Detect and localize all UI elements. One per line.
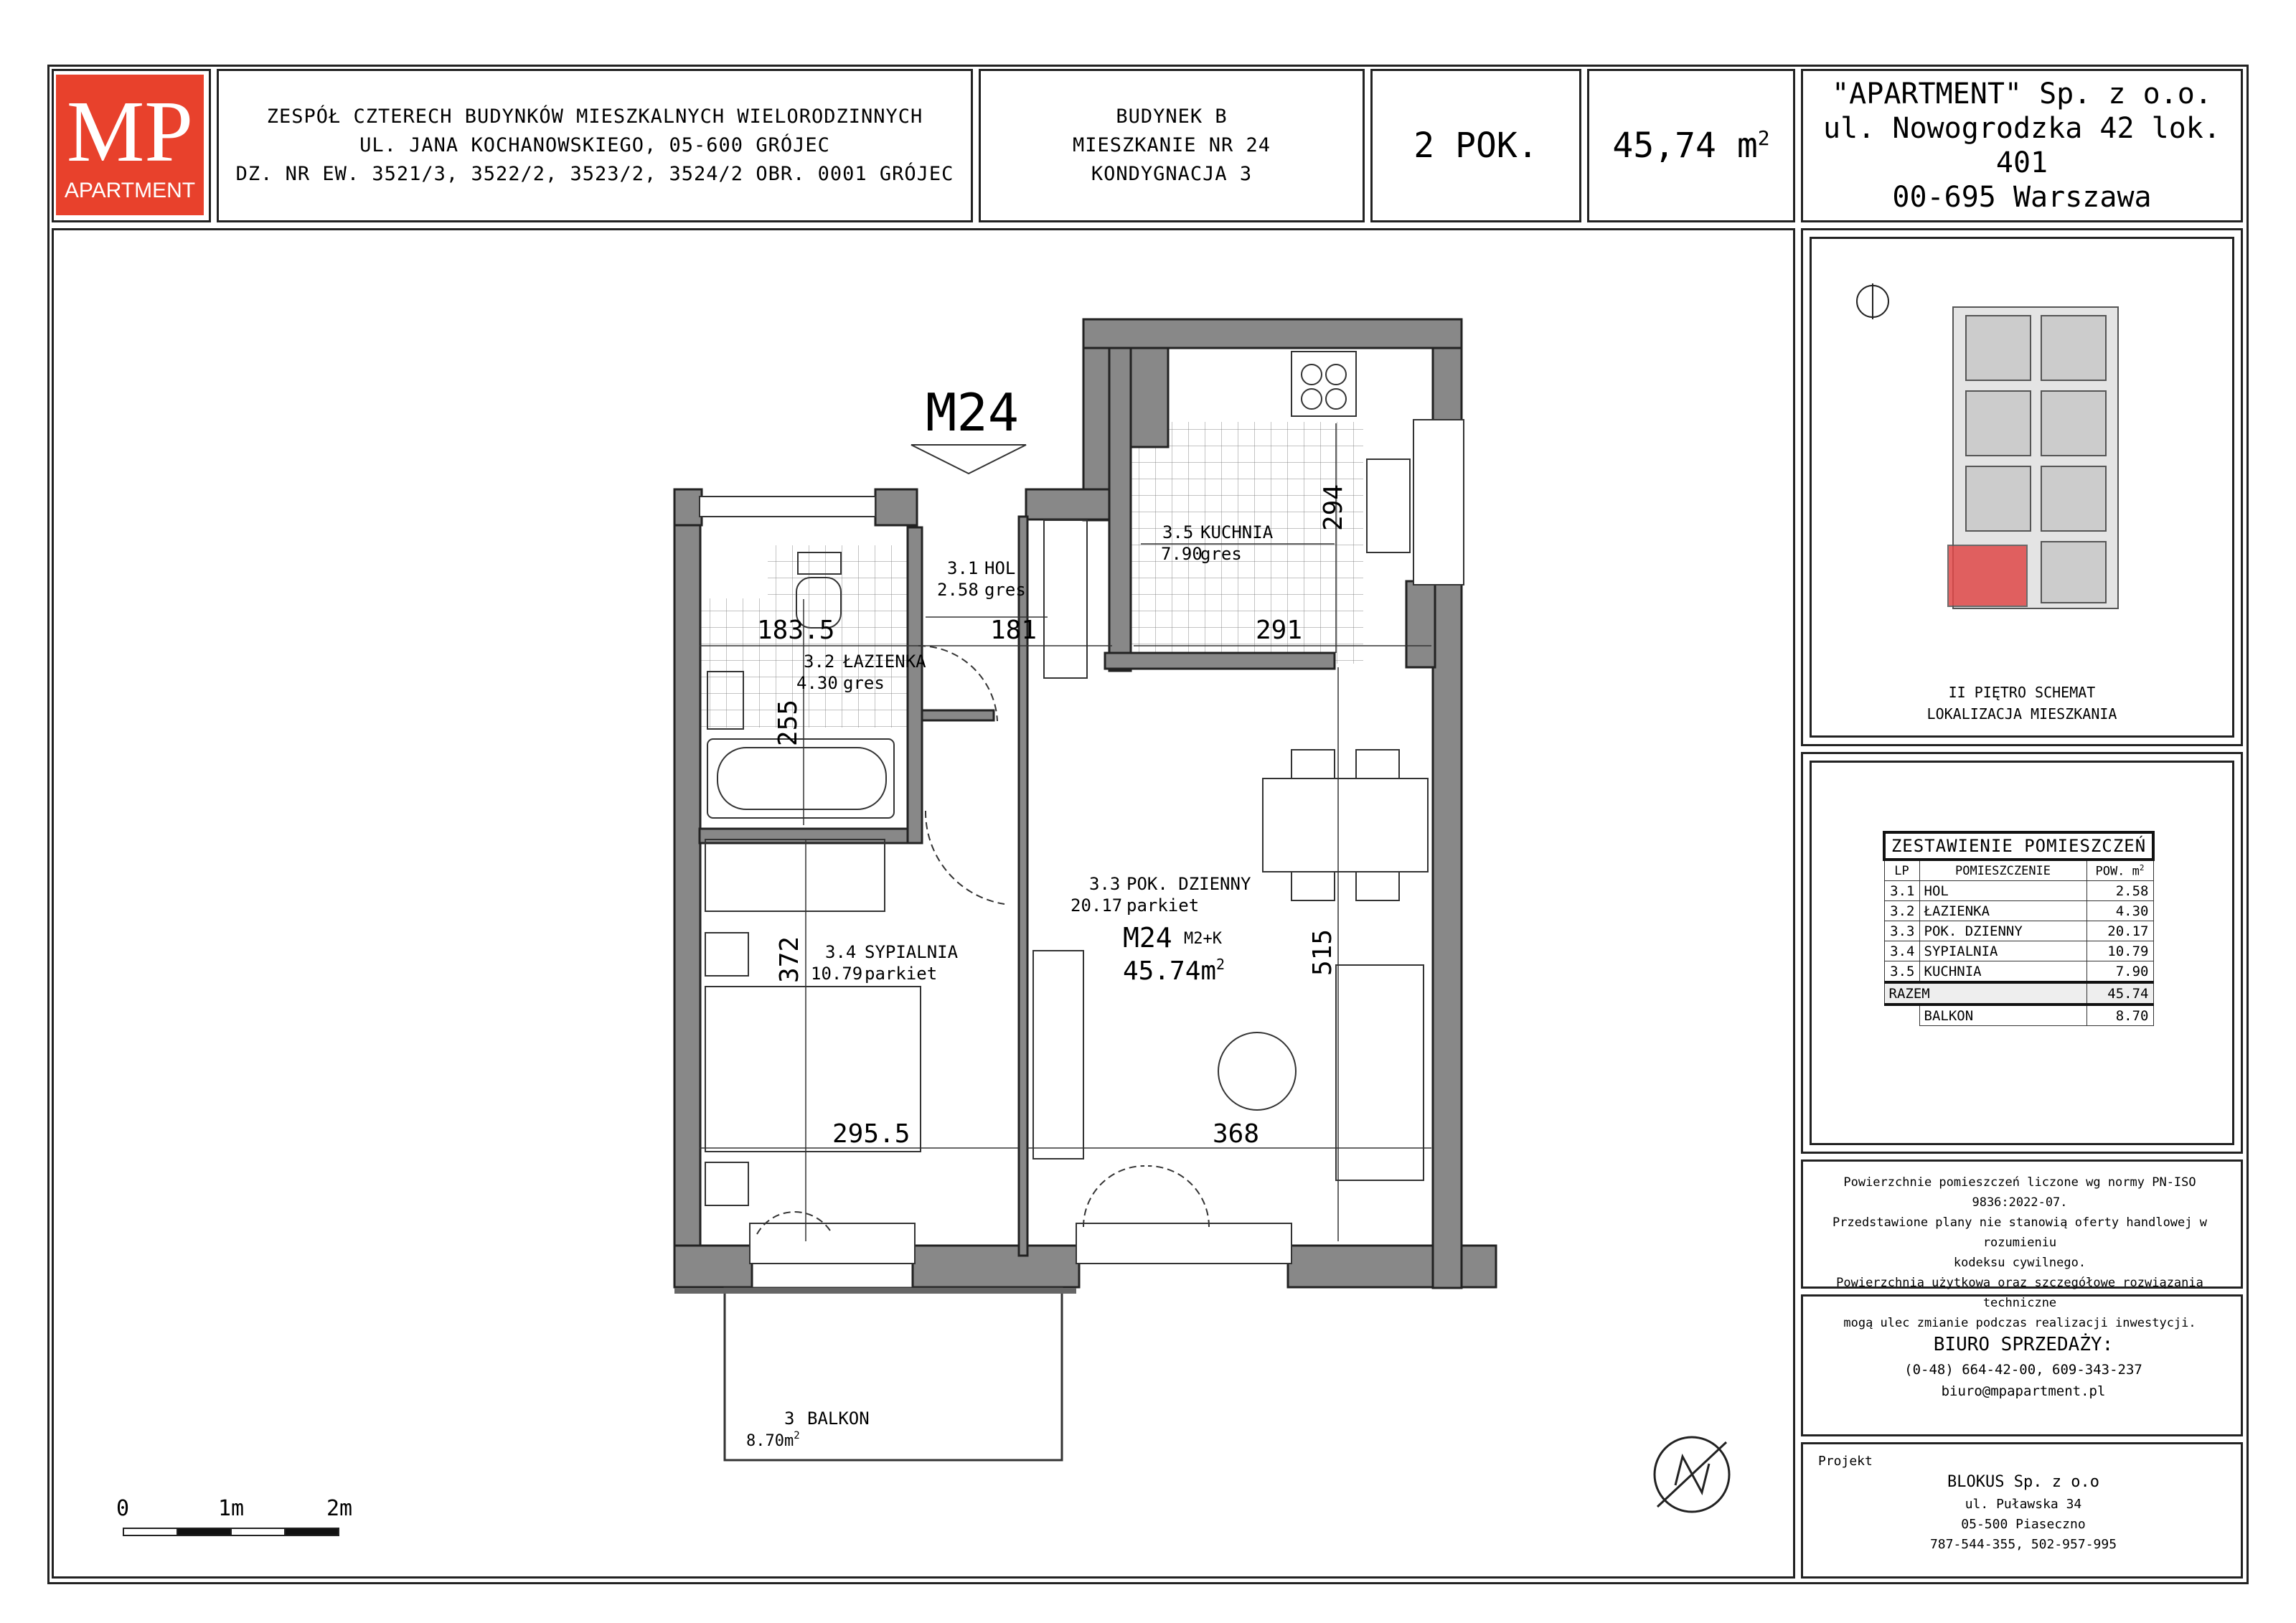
room-name: SYPIALNIA: [865, 942, 959, 962]
table-row: 3.3 POK. DZIENNY 20.17: [1884, 921, 2153, 941]
keyplan-drawing: [1948, 307, 2118, 608]
table-balcony-row: BALKON 8.70: [1884, 1005, 2153, 1026]
scale-label: 2m: [326, 1496, 353, 1521]
room-no: 3.1: [947, 558, 979, 578]
total-area: 45,74 $m^2$: [1612, 126, 1770, 166]
room-name: POK. DZIENNY: [1126, 874, 1251, 894]
col-header: POMIESZCZENIE: [1919, 860, 2086, 881]
project-line: DZ. NR EW. 3521/3, 3522/2, 3523/2, 3524/2 OBR. 0001 GRÓJEC: [235, 163, 954, 185]
balcony-no: 3: [784, 1408, 795, 1429]
table-row: 3.1 HOL 2.58: [1884, 881, 2153, 901]
room-floor: gres: [843, 673, 885, 693]
designer-info: [1808, 1454, 2239, 1555]
room-no: 3.2: [804, 651, 835, 672]
balcony-area: $8.70m^2$: [746, 1430, 800, 1450]
dimension-label: 372: [775, 936, 804, 983]
room-area: 10.79: [811, 964, 863, 984]
table-total-row: RAZEM 45.74: [1884, 982, 2153, 1005]
dimension-label: 368: [1213, 1119, 1260, 1149]
designer-label: Projekt: [1818, 1454, 1873, 1469]
room-floor: parkiet: [1126, 895, 1200, 916]
bathroom-tiles-top: [768, 545, 918, 600]
sales-title: BIURO SPRZEDAŻY:: [1933, 1334, 2114, 1355]
room-area: 20.17: [1071, 895, 1123, 916]
keyplan-caption-line: II PIĘTRO SCHEMAT: [1948, 684, 2096, 701]
unit-label: M24: [926, 382, 1020, 443]
designer-phones: 787-544-355, 502-957-995: [1929, 1537, 2117, 1552]
designer-address: ul. Puławska 34: [1965, 1497, 2082, 1512]
table-row: 3.5 KUCHNIA 7.90: [1884, 961, 2153, 983]
room-schedule-table: [1883, 831, 2155, 1026]
logo-initials: MP: [66, 83, 194, 180]
room-no: 3.4: [825, 942, 857, 962]
sales-office: [1808, 1330, 2239, 1402]
room-area: 2.58: [937, 580, 979, 600]
table-row: 3.4 SYPIALNIA 10.79: [1884, 941, 2153, 961]
dimension-label: 295.5: [832, 1119, 911, 1149]
project-line: UL. JANA KOCHANOWSKIEGO, 05-600 GRÓJEC: [359, 134, 830, 156]
table-title: ZESTAWIENIE POMIESZCZEŃ: [1884, 832, 2153, 860]
dimension-label: 294: [1319, 484, 1348, 531]
table-row: 3.2 ŁAZIENKA 4.30: [1884, 901, 2153, 921]
scale-bar: [123, 1528, 339, 1535]
room-area: 7.90: [1161, 544, 1203, 564]
sales-email: biuro@mpapartment.pl: [1941, 1383, 2106, 1399]
room-name: ŁAZIENKA: [843, 651, 926, 672]
developer-name: "APARTMENT" Sp. z o.o.: [1832, 77, 2212, 110]
sales-phones: (0-48) 664-42-00, 609-343-237: [1904, 1362, 2142, 1378]
designer-city: 05-500 Piaseczno: [1961, 1517, 2086, 1532]
north-arrow-icon: [1655, 1437, 1729, 1512]
kitchen-tiles: [1116, 422, 1363, 664]
unit-tag-type: M2+K: [1184, 930, 1222, 948]
scale-label: 0: [116, 1496, 130, 1521]
unit-tag-area: $45.74m^2$: [1123, 956, 1225, 986]
walls: [674, 319, 1496, 1288]
room-floor: gres: [1200, 544, 1242, 564]
logo-name: APARTMENT: [64, 179, 196, 202]
room-no: 3.3: [1089, 874, 1121, 894]
developer-street: ul. Nowogrodzka 42 lok. 401: [1823, 112, 2221, 179]
keyplan-north-icon: [1857, 283, 1888, 319]
keyplan-caption: [1810, 682, 2234, 725]
unit-tag-label: M24: [1123, 922, 1172, 954]
balcony-slab: [674, 1288, 1076, 1294]
scale-label: 1m: [218, 1496, 245, 1521]
apartment-number: MIESZKANIE NR 24: [1072, 134, 1271, 156]
legal-note: Powierzchnie pomieszczeń liczone wg normy PN-ISO 9836:2022-07. Przedstawione plany nie stanowią oferty handlowej w rozumieniu kodeksu cywilnego. Powierzchnia użytkowa oraz szczegółowe rozwiązania techniczne mogą ulec zmianie podczas realizacji inwestycji.: [1832, 1175, 2207, 1330]
developer-city: 00-695 Warszawa: [1892, 181, 2152, 214]
designer-name: BLOKUS Sp. z o.o: [1947, 1473, 2099, 1491]
building-line: BUDYNEK B: [1116, 105, 1228, 128]
balcony-name: BALKON: [807, 1408, 870, 1429]
project-line: ZESPÓŁ CZTERECH BUDYNKÓW MIESZKALNYCH WIELORODZINNYCH: [266, 105, 923, 128]
room-floor: parkiet: [865, 964, 938, 984]
dimension-label: 255: [773, 699, 803, 746]
room-name: HOL: [984, 558, 1016, 578]
dimension-label: 181: [990, 616, 1038, 645]
room-floor: gres: [984, 580, 1026, 600]
rooms-count: 2 POK.: [1413, 126, 1538, 166]
keyplan-caption-line: LOKALIZACJA MIESZKANIA: [1926, 705, 2117, 723]
dimension-label: 515: [1308, 928, 1337, 976]
room-area: 4.30: [796, 673, 838, 693]
entrance-arrow: [911, 445, 1026, 474]
col-header: LP: [1884, 860, 1919, 881]
col-header: POW. $m^2$: [2086, 860, 2153, 881]
room-name: KUCHNIA: [1200, 522, 1274, 542]
floor-level: KONDYGNACJA 3: [1091, 163, 1253, 185]
dimension-label: 183.5: [757, 616, 835, 645]
dimension-label: 291: [1256, 616, 1303, 645]
room-no: 3.5: [1162, 522, 1194, 542]
